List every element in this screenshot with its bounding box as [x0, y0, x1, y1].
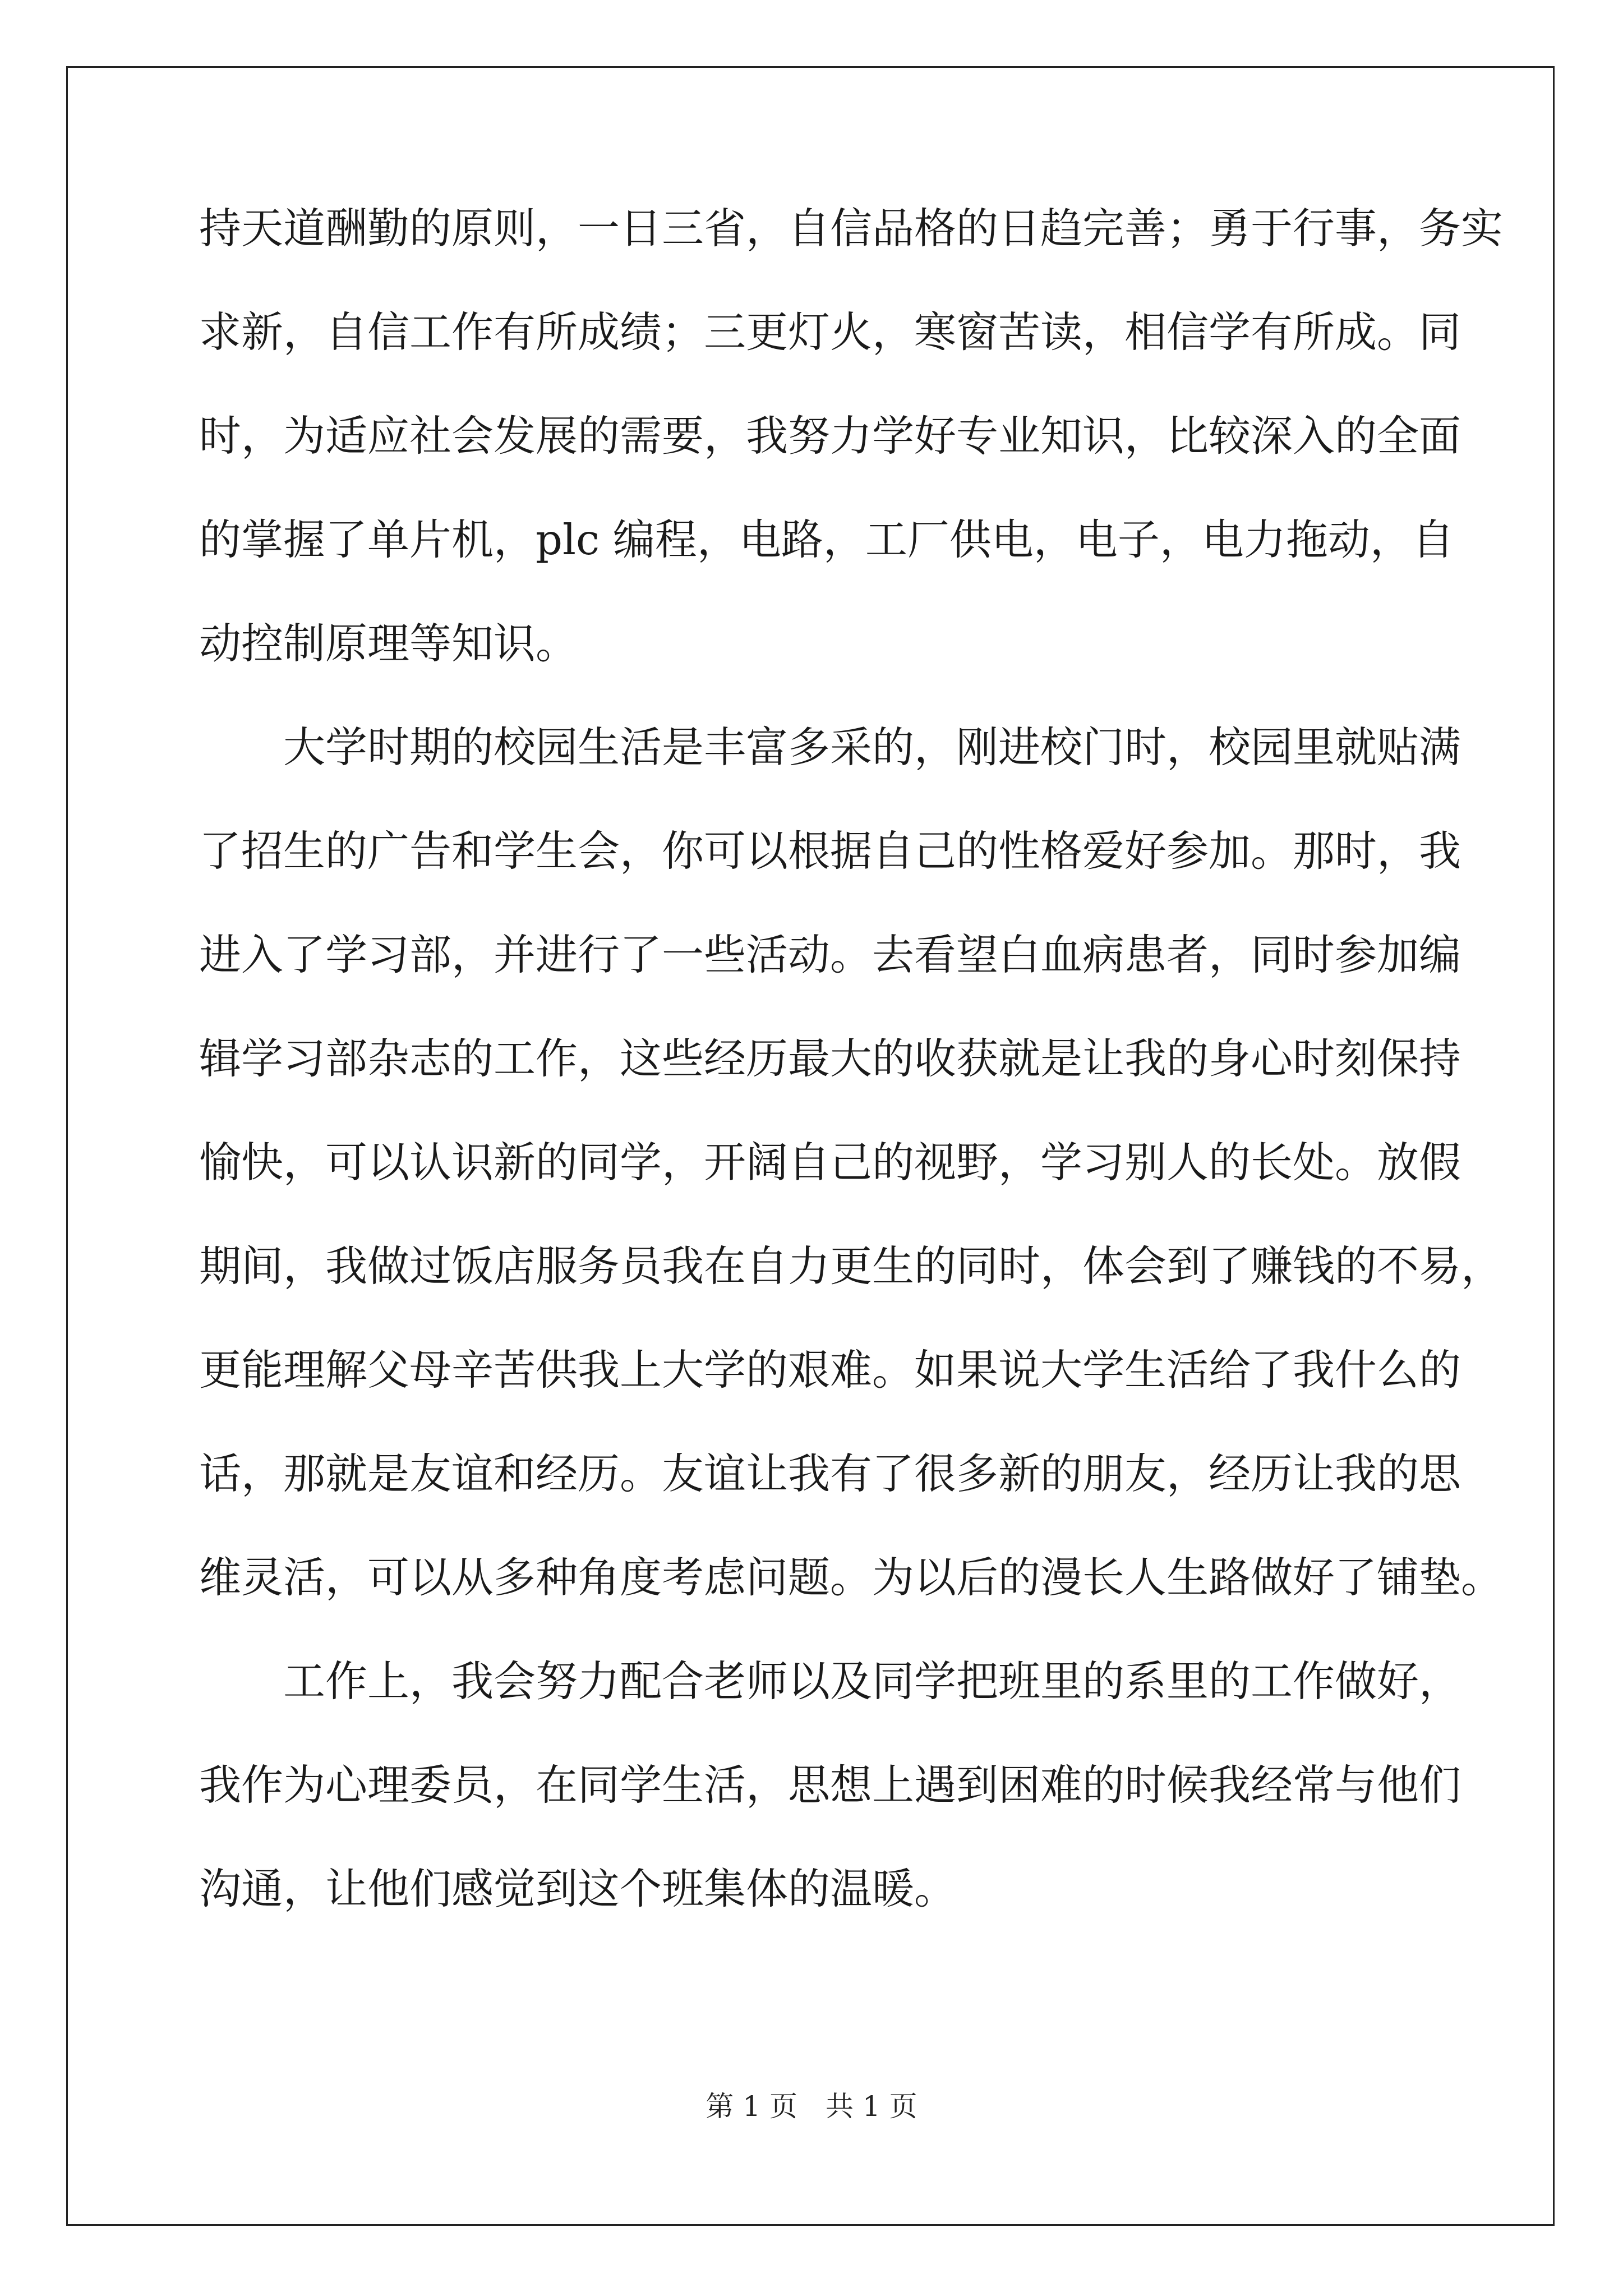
- text-line: 期间，我做过饭店服务员我在自力更生的同时，体会到了赚钱的不易，: [199, 1241, 1504, 1291]
- page-number-footer: 第 1 页 共 1 页: [706, 2090, 917, 2123]
- paragraph-3: [199, 1657, 1461, 1972]
- document-body: [199, 204, 1504, 1972]
- text-line: 持天道酬勤的原则，一日三省，自信品格的日趋完善；勇于行事，务实: [199, 204, 1504, 253]
- text-line: 我作为心理委员，在同学生活，思想上遇到困难的时候我经常与他们: [199, 1760, 1461, 1810]
- text-line: 更能理解父母辛苦供我上大学的艰难。如果说大学生活给了我什么的: [199, 1345, 1461, 1395]
- text-line: 大学时期的校园生活是丰富多采的，刚进校门时，校园里就贴满: [283, 723, 1461, 772]
- text-line: 了招生的广告和学生会，你可以根据自己的性格爱好参加。那时，我: [199, 826, 1461, 876]
- text-line: 求新，自信工作有所成绩；三更灯火，寒窗苦读，相信学有所成。同: [199, 307, 1461, 357]
- text-line: 话，那就是友谊和经历。友谊让我有了很多新的朋友，经历让我的思: [199, 1449, 1461, 1498]
- text-line: 动控制原理等知识。: [199, 619, 578, 668]
- text-line: 时，为适应社会发展的需要，我努力学好专业知识，比较深入的全面: [199, 411, 1461, 461]
- text-line: 的掌握了单片机，plc 编程，电路，工厂供电，电子，电力拖动，自: [199, 515, 1454, 564]
- text-line: 愉快，可以认识新的同学，开阔自己的视野，学习别人的长处。放假: [199, 1138, 1461, 1187]
- text-line: 进入了学习部，并进行了一些活动。去看望白血病患者，同时参加编: [199, 930, 1461, 979]
- text-line: 工作上，我会努力配合老师以及同学把班里的系里的工作做好，: [283, 1657, 1461, 1706]
- text-line: 沟通，让他们感觉到这个班集体的温暖。: [199, 1864, 957, 1913]
- paragraph-1: [199, 204, 1504, 726]
- text-line: 维灵活，可以从多种角度考虑问题。为以后的漫长人生路做好了铺垫。: [199, 1553, 1504, 1602]
- text-line: 辑学习部杂志的工作，这些经历最大的收获就是让我的身心时刻保持: [199, 1034, 1461, 1083]
- paragraph-2: [199, 723, 1504, 1660]
